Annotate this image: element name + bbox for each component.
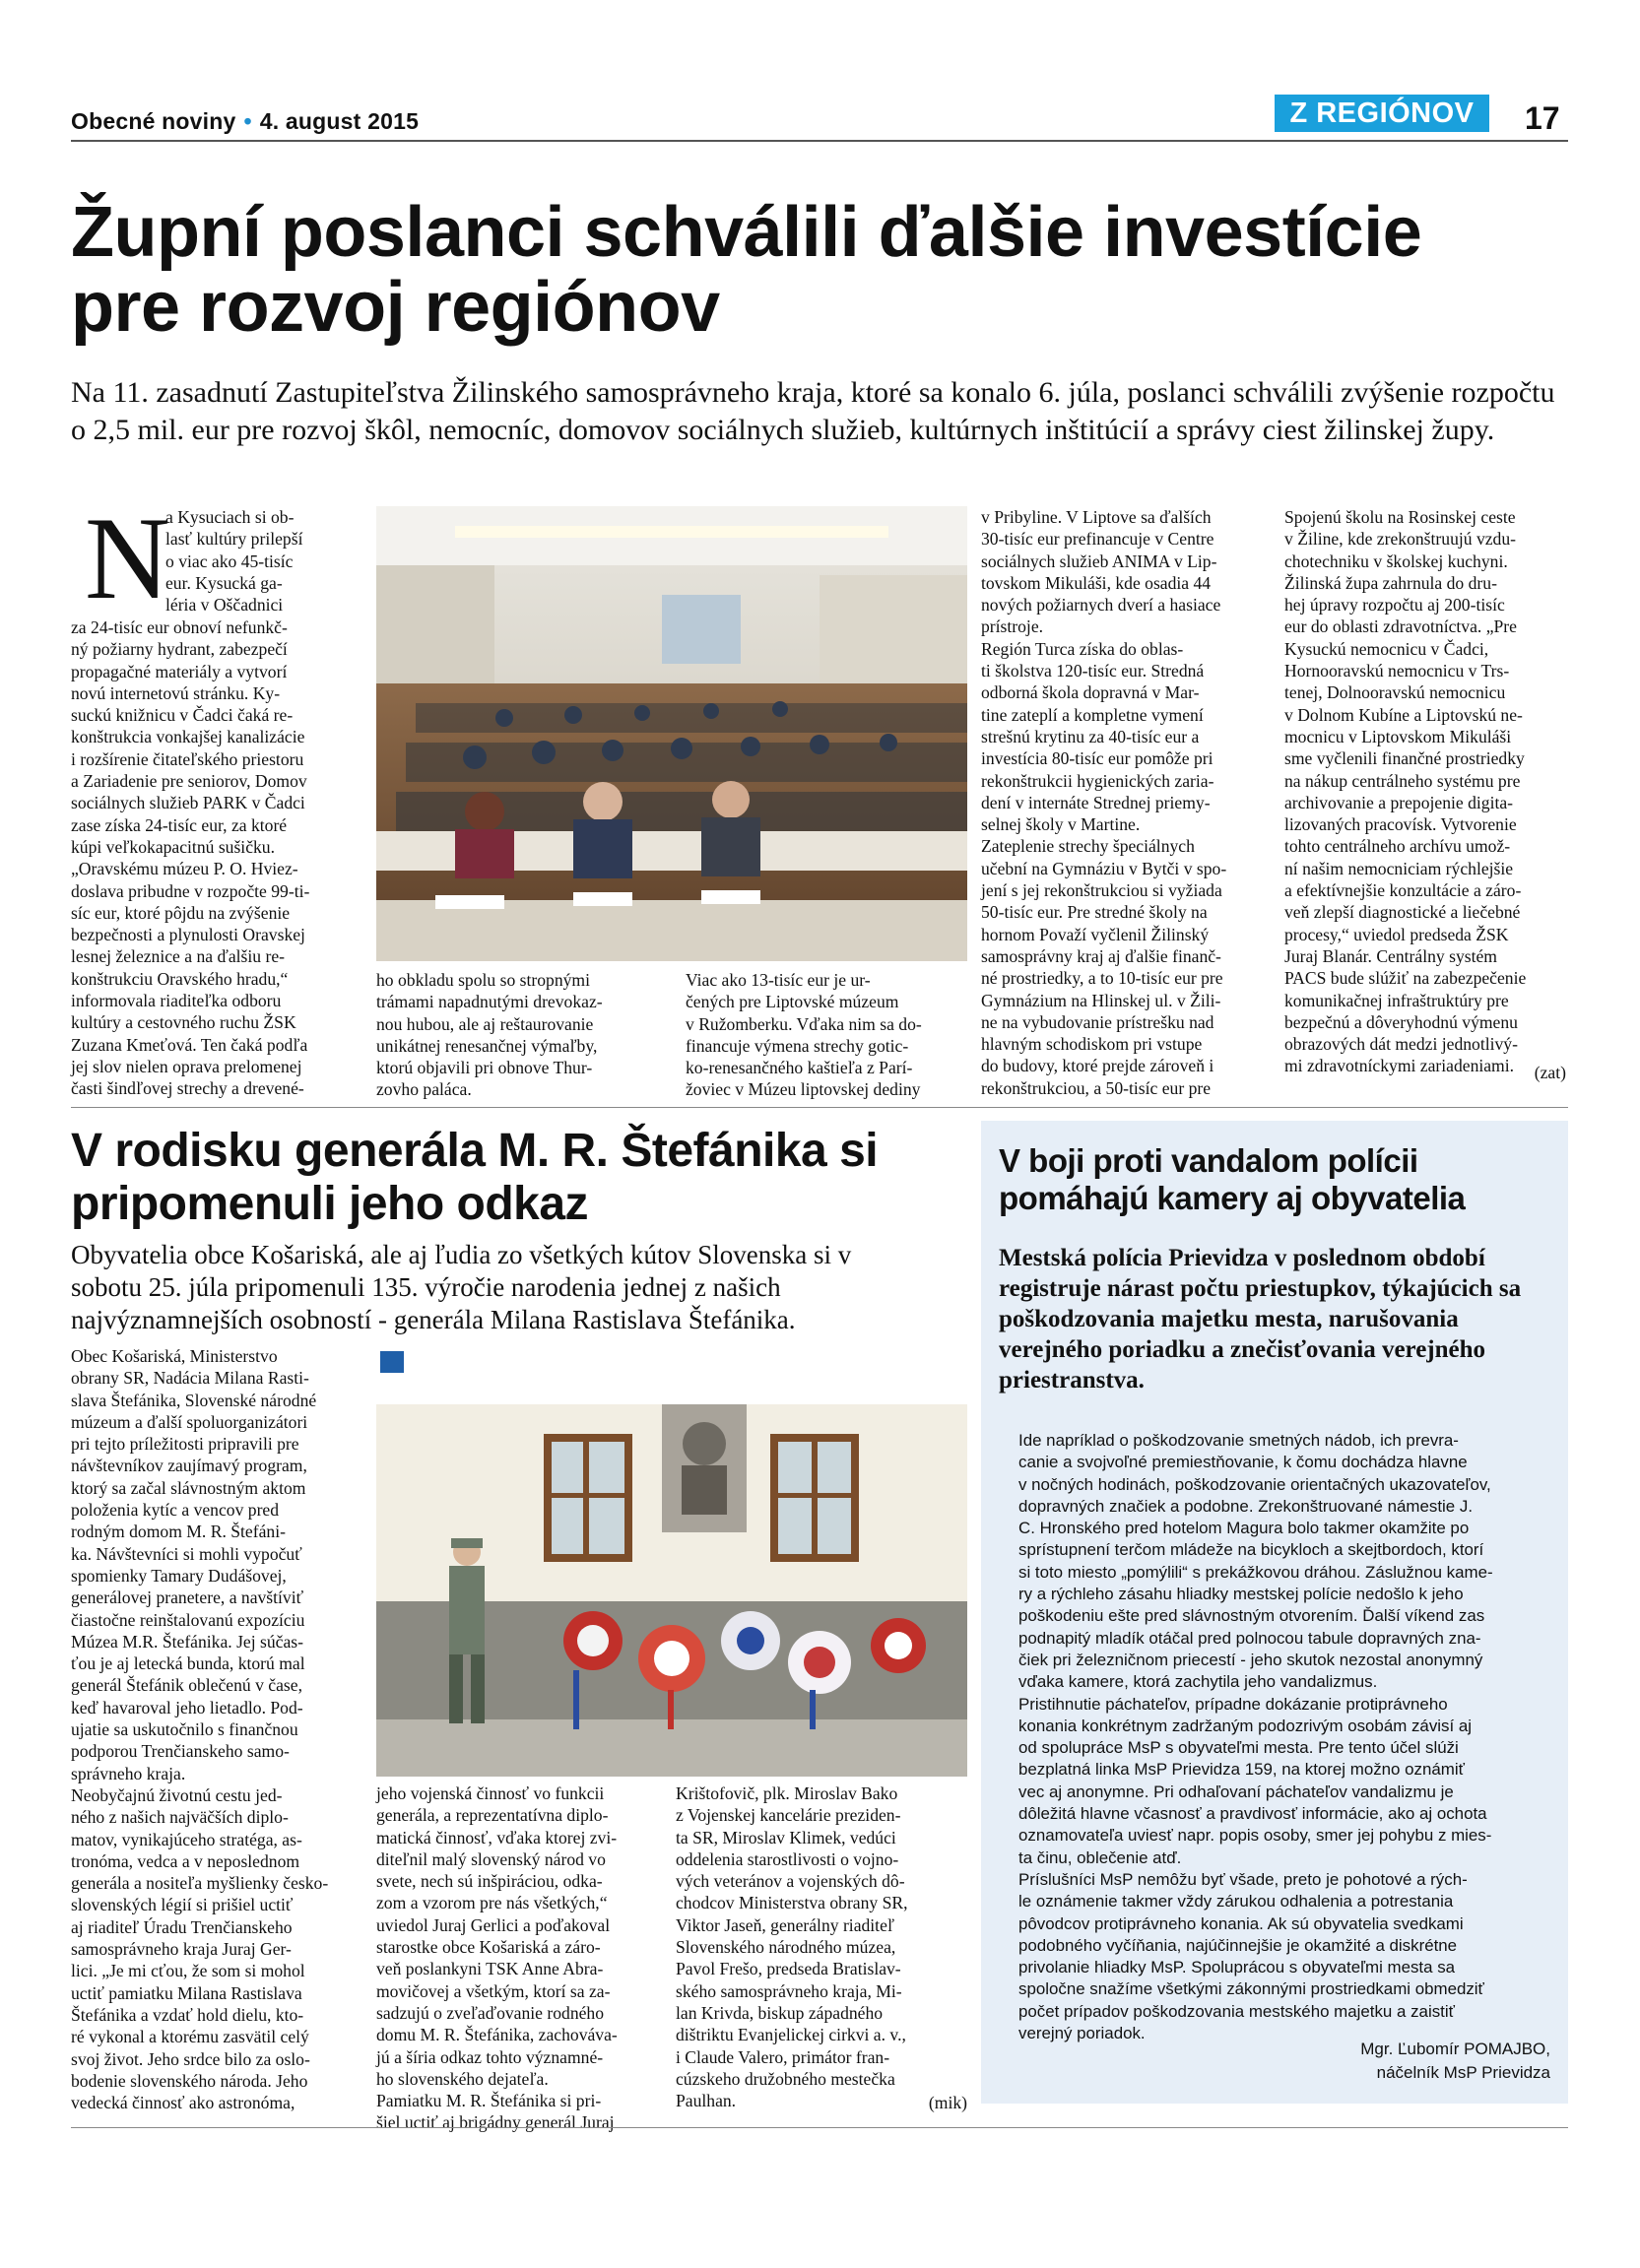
article3-lead: Mestská polícia Prievidza v poslednom období registruje nárast počtu priestupkov, týkajúcich sa poškodzovania majetku mesta, narušovania verejného poriadku a znečisťovania verejného priestranstva. xyxy=(999,1245,1522,1393)
publication-name: Obecné noviny xyxy=(71,108,236,134)
article2-col1: Obec Košariská, Ministerstvo obrany SR, Nadácia Milana Rasti- slava Štefánika, Slovenské národné múzeum a ďalší spoluorganizátori pri tejto príležitosti pripravili pre návštevníkov zaujímavý program, ktorý sa začal slávnostným aktom položenia kytíc a vencov pred rodným domom M. R. Štefáni- ka. Návštevníci si mohli vypočuť spomienky Tamary Dudášovej, generálovej pranetere, a navštíviť čiastočne reinštalovanú expozíciu Múzea M.R. Štefánika. Jej súčas- ťou je aj letecká bunda, ktorú mal generál Štefánik oblečenú v čase, keď havaroval jeho lietadlo. Pod- ujatie sa uskutočnilo s finančnou podporou Trenčianskeho samo- správneho kraja. Neobyčajnú životnú cestu jed- ného z našich najväčších diplo- matov, vynikajúceho stratéga, as- tronóma, vedca a v neposlednom generála a nositeľa myšlienky česko- slovenských légií si prišiel uctiť aj riaditeľ Úradu Trenčianskeho samosprávneho kraja Juraj Ger- lici. „Je mi cťou, že som si mohol uctiť pamiatku Milana Rastislava Štefánika a vzdať hold dielu, kto- ré vykonal a ktorému zasvätil celý svoj život. Jeho srdce bilo za oslo- bodenie slovenského národa. Jeho vedecká činnosť ako astronóma, xyxy=(71,1346,329,2113)
article3-headline: V boji proti vandalom polícii pomáhajú kamery aj obyvatelia xyxy=(999,1142,1466,1216)
footer-rule xyxy=(71,2127,1568,2128)
memorial-image xyxy=(376,1345,967,1777)
dropcap: N xyxy=(85,492,170,623)
article1-col4: v Pribyline. V Liptove sa ďalších 30-tisíc eur prefinancuje v Centre sociálnych služieb ANIMA v Lip- tovskom Mikuláši, kde osadia 44 nových požiarnych dverí a hasiace prístroje. Región Turca získa do oblas- ti školstva 120-tisíc eur. Stredná odborná škola dopravná v Mar- tine zateplí a kompletne vymení strešnú krytinu za 40-tisíc eur a investícia 80-tisíc eur pomôže pri rekonštrukcii hygienických zaria- dení v internáte Strednej priemy- selnej školy v Martine. Zateplenie strechy špeciálnych učební na Gymnáziu v Bytči v spo- jení s jej rekonštrukciou si vyžiada 50-tisíc eur. Pre stredné školy na hornom Považí vyčlenil Žilinský samosprávny kraj aj ďalšie finanč- né prostriedky, a to 10-tisíc eur pre Gymnázium na Hlinskej ul. v Žili- ne na vybudovanie prístrešku nad hlavným schodiskom pri vstupe do budovy, ktoré prejde zároveň i rekonštrukciou, a 50-tisíc eur pre xyxy=(981,507,1227,1098)
council-session-photo xyxy=(376,506,967,961)
article1-col1: za 24-tisíc eur obnoví nefunkč- ný požiarny hydrant, zabezpečí propagačné materiály a vytvorí novú internetovú stránku. Ky- suckú knižnicu v Čadci čaká re- konštrukcia vonkajšej kanalizácie i rozšírenie čitateľského priestoru a Zariadenie pre seniorov, Domov sociálnych služieb PARK v Čadci zase získa 24-tisíc eur, za ktoré kúpi veľkokapacitnú sušičku. „Oravskému múzeu P. O. Hviez- doslava pribudne v rozpočte 99-ti- síc eur, ktoré pôjdu na zvýšenie bezpečnosti a plynulosti Oravskej lesnej železnice a na ďalšiu re- konštrukciu Oravského hradu,“ informovala riaditeľka odboru kultúry a cestovného ruchu ŽSK Zuzana Kmeťová. Ten čaká podľa jej slov nielen oprava prelomenej časti šindľovej strechy a drevené- xyxy=(71,617,310,1099)
article2-col3: Krištofovič, plk. Miroslav Bako z Vojenskej kancelárie preziden- ta SR, Miroslav Klimek, vedúci oddelenia starostlivosti o vojno- vých veteránov a vojenských dô- chodcov Ministerstva obrany SR, Viktor Jaseň, generálny riaditeľ Slovenského národného múzea, Pavol Frešo, predseda Bratislav- ského samosprávneho kraja, Mi- lan Krivda, biskup západného dištriktu Evanjelickej cirkvi a. v., i Claude Valero, primátor fran- cúzskeho družobného mestečka Paulhan. xyxy=(676,1783,908,2111)
article3-signature-title: náčelník MsP Prievidza xyxy=(1376,2063,1550,2082)
memorial-photo xyxy=(376,1345,967,1777)
masthead xyxy=(71,108,419,135)
article1-col3: Viac ako 13-tisíc eur je ur- čených pre Liptovské múzeum v Ružomberku. Vďaka nim sa do- financuje výmena strechy gotic- ko-renesančného kaštieľa z Parí- žoviec v Múzeu liptovskej dediny xyxy=(686,970,922,1100)
separator-dot: • xyxy=(243,108,252,134)
page-number: 17 xyxy=(1525,100,1560,136)
article1-signature: (zat) xyxy=(1534,1063,1566,1082)
article1-lead: Na 11. zasadnutí Zastupiteľstva Žilinského samosprávneho kraja, ktoré sa konalo 6. júla, poslanci schválili zvýšenie rozpočtu o 2,5 mil. eur pre rozvoj škôl, nemocníc, domovov sociálnych služieb, kultúrnych inštitúcií a správy ciest žilinskej župy. xyxy=(71,376,1555,446)
article3-signature-name: Mgr. Ľubomír POMAJBO, xyxy=(1360,2040,1550,2058)
article1-col1-intro: a Kysuciach si ob- lasť kultúry prilepší o viac ako 45-tisíc eur. Kysucká ga- léria v Oščadnici xyxy=(165,507,303,616)
issue-date: 4. august 2015 xyxy=(259,108,420,134)
article1-headline: Župní poslanci schválili ďalšie investície pre rozvoj regiónov xyxy=(71,193,1422,347)
article1-col2: ho obkladu spolu so stropnými trámami napadnutými drevokaz- nou hubou, ale aj reštaurovanie unikátnej renesančnej výmaľby, ktorú objavili pri obnove Thur- zovho paláca. xyxy=(376,970,603,1100)
article-divider xyxy=(71,1107,1568,1108)
header-rule xyxy=(71,140,1568,142)
article2-col2: jeho vojenská činnosť vo funkcii generála, a reprezentatívna diplo- matická činnosť, vďaka ktorej zvi- diteľnil malý slovenský národ vo svete, nech sú inšpiráciou, odka- zom a vzorom pre nás všetkých,“ uviedol Juraj Gerlici a poďakoval starostke obce Košariská a záro- veň poslankyni TSK Anne Abra- movičovej a všetkým, ktorí sa za- sadzujú o zveľaďovanie rodného domu M. R. Štefánika, zachováva- jú a šíria odkaz tohto významné- ho slovenského dejateľa. Pamiatku M. R. Štefánika si pri- šiel uctiť aj brigádny generál Juraj xyxy=(376,1783,618,2133)
article3-body: Ide napríklad o poškodzovanie smetných nádob, ich prevra- canie a svojvoľné premiestňovanie, k čomu dochádza hlavne v nočných hodinách, poškodzovanie orientačných ukazovateľov, dopravných značiek a podobne. Zrekonštruované námestie J. C. Hronského pred hotelom Magura bolo takmer okamžite po sprístupnení terčom mládeže na bicykloch a skejtbordoch, ktorí si toto miesto „pomýlili“ s prekážkovou dráhou. Záslužnou kame- ry a rýchleho zásahu hliadky mestskej polície nedošlo k jeho poškodeniu ešte pred slávnostným otvorením. Ďalší víkend zas podnapitý mladík otáčal pred polnocou tabule dopravných zna- čiek pri železničnom priecestí - jeho skutok nezostal anonymný vďaka kamere, ktorá zachytila jeho vandalizmus. Pristihnutie páchateľov, prípadne dokázanie protiprávneho konania konkrétnym zadržaným podozrivým osobám závisí aj od spolupráce MsP s obyvateľmi mesta. Pre tento účel slúži bezplatná linka MsP Prievidza 159, na ktorej možno oznámiť vec aj anonymne. Pri odhaľovaní páchateľov vandalizmu je dôležitá hlavne včasnosť a pravdivosť informácie, ako aj ochota oznamovateľa uviesť napr. popis osoby, smer jej pohybu z mies- ta činu, oblečenie atď. Príslušníci MsP nemôžu byť všade, preto je pohotové a rých- le oznámenie takmer vždy zárukou odhalenia a potrestania pôvodcov protiprávneho konania. Ak sú obyvatelia svedkami podobného vyčíňania, najúčinnejšie je okamžité a diskrétne privolanie hliadky MsP. Spoluprácou s obyvateľmi mesta sa spoločne snažíme všetkými zákonnými prostriedkami obmedziť počet prípadov poškodzovania mestského majetku a zaistiť verejný poriadok. xyxy=(1018,1431,1493,2043)
article2-headline: V rodisku generála M. R. Štefánika si pripomenuli jeho odkaz xyxy=(71,1125,879,1230)
article1-col5: Spojenú školu na Rosinskej ceste v Žiline, kde zrekonštruujú vzdu- chotechniku v školskej kuchyni. Žilinská župa zahrnula do dru- hej úpravy rozpočtu aj 200-tisíc eur do oblasti zdravotníctva. „Pre Kysuckú nemocnicu v Čadci, Hornooravskú nemocnicu v Trs- tenej, Dolnooravskú nemocnicu v Dolnom Kubíne a Liptovskú ne- mocnicu v Liptovskom Mikuláši sme vyčlenili finančné prostriedky na nákup centrálneho systému pre archivovanie a prepojenie digita- lizovaných pracovísk. Vytvorenie tohto centrálneho archívu umož- ní našim nemocniciam rýchlejšie a efektívnejšie konzultácie a záro- veň zlepší diagnostické a liečebné procesy,“ uviedol predseda ŽSK Juraj Blanár. Centrálny systém PACS bude slúžiť na zabezpečenie komunikačnej infraštruktúry pre bezpečnú a dôveryhodnú výmenu obrazových dát medzi jednotlivý- mi zdravotníckymi zariadeniami. xyxy=(1284,507,1527,1076)
article2-signature: (mik) xyxy=(928,2093,967,2112)
article2-lead: Obyvatelia obce Košariská, ale aj ľudia zo všetkých kútov Slovenska si v sobotu 25. júla pripomenuli 135. výročie narodenia jednej z našich najvýznamnejších osobností - generála Milana Rastislava Štefánika. xyxy=(71,1240,852,1334)
council-session-image xyxy=(376,506,967,961)
section-label: Z REGIÓNOV xyxy=(1275,95,1489,132)
